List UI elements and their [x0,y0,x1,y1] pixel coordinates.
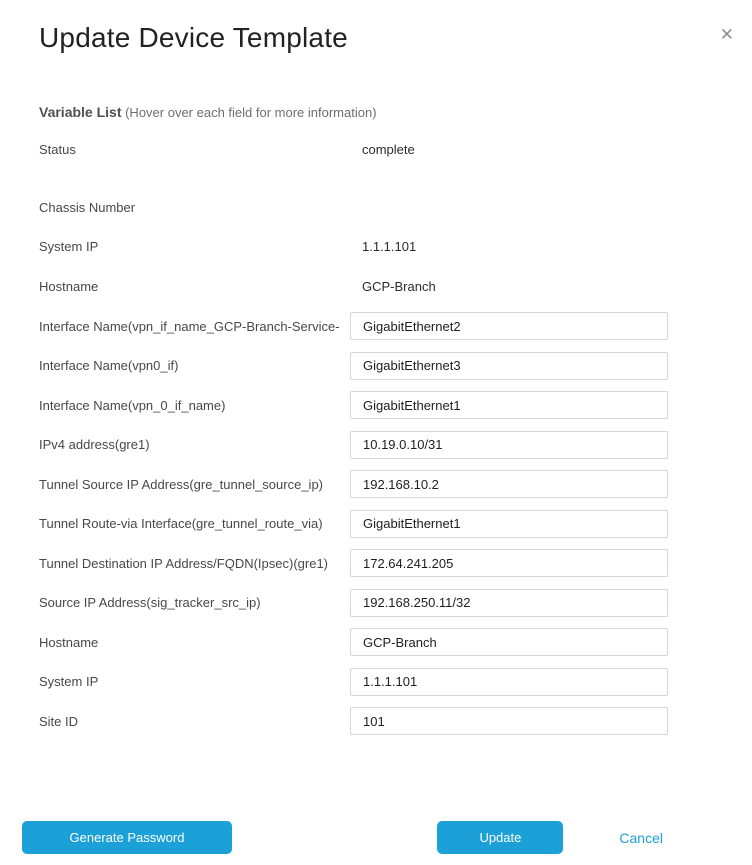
variable-list-header [39,104,752,121]
variable-row-status [0,139,752,159]
variable-row-interface-name-vpn0-if [39,352,752,380]
source-ip-sig-tracker-input[interactable] [350,589,668,617]
variable-label: IPv4 address(gre1) [39,437,150,452]
system-ip-input[interactable] [350,668,668,696]
variable-label: Tunnel Route-via Interface(gre_tunnel_route_via) [39,516,323,531]
generate-password-button[interactable]: Generate Password [22,821,232,854]
variable-row-interface-name-service [39,312,752,340]
variable-label: Site ID [39,713,79,729]
footer-actions [437,821,663,854]
variable-value: complete [362,141,415,157]
variable-row-hostname [0,276,752,296]
hostname-input[interactable] [350,628,668,656]
variable-label: System IP [39,238,99,254]
variable-label: Tunnel Source IP Address(gre_tunnel_source_ip) [39,476,324,492]
variable-label: Tunnel Destination IP Address/FQDN(Ipsec)(gre1) [39,555,329,571]
variable-label: System IP [39,674,99,689]
tunnel-destination-ip-input[interactable] [350,549,668,577]
interface-name-vpn0-if-input[interactable] [350,352,668,380]
variable-label: Source IP Address(sig_tracker_src_ip) [39,595,261,610]
update-button[interactable]: Update [437,821,563,854]
cancel-button[interactable]: Cancel [619,829,663,846]
variable-label: Interface Name(vpn_if_name_GCP-Branch-Service- [39,318,340,334]
variable-row-chassis-number [0,197,752,217]
variable-label: Hostname [39,634,99,650]
close-icon[interactable]: ✕ [719,25,734,44]
variable-list-heading: Variable List [39,104,122,120]
variable-input-rows [0,312,752,735]
variable-row-tunnel-route-via [39,510,752,538]
interface-name-service-input[interactable] [350,312,668,340]
variable-row-hostname-input [39,628,752,656]
variable-list-hint: (Hover over each field for more information) [121,105,377,120]
variable-row-tunnel-source-ip [39,470,752,498]
dialog-footer [0,821,752,854]
variable-label: Status [39,141,76,157]
variable-value: 1.1.1.101 [362,238,417,254]
tunnel-source-ip-input[interactable] [350,470,668,498]
variable-row-source-ip-sig-tracker [39,589,752,617]
variable-label: Interface Name(vpn0_if) [39,358,179,373]
tunnel-route-via-input[interactable] [350,510,668,538]
variable-label: Chassis Number [39,199,136,215]
variable-row-interface-name-vpn-0-if-name [39,391,752,419]
variable-label: Hostname [39,278,99,294]
ipv4-address-gre1-input[interactable] [350,431,668,459]
variable-rows [0,139,752,735]
site-id-input[interactable] [350,707,668,735]
interface-name-vpn-0-if-name-input[interactable] [350,391,668,419]
variable-value: GCP-Branch [362,278,436,294]
variable-row-system-ip-input [39,668,752,696]
variable-row-system-ip [0,236,752,256]
variable-row-ipv4-address-gre1 [39,431,752,459]
variable-row-site-id [39,707,752,735]
variable-row-tunnel-destination-ip [39,549,752,577]
dialog-title: Update Device Template [39,22,348,53]
variable-label: Interface Name(vpn_0_if_name) [39,397,226,413]
